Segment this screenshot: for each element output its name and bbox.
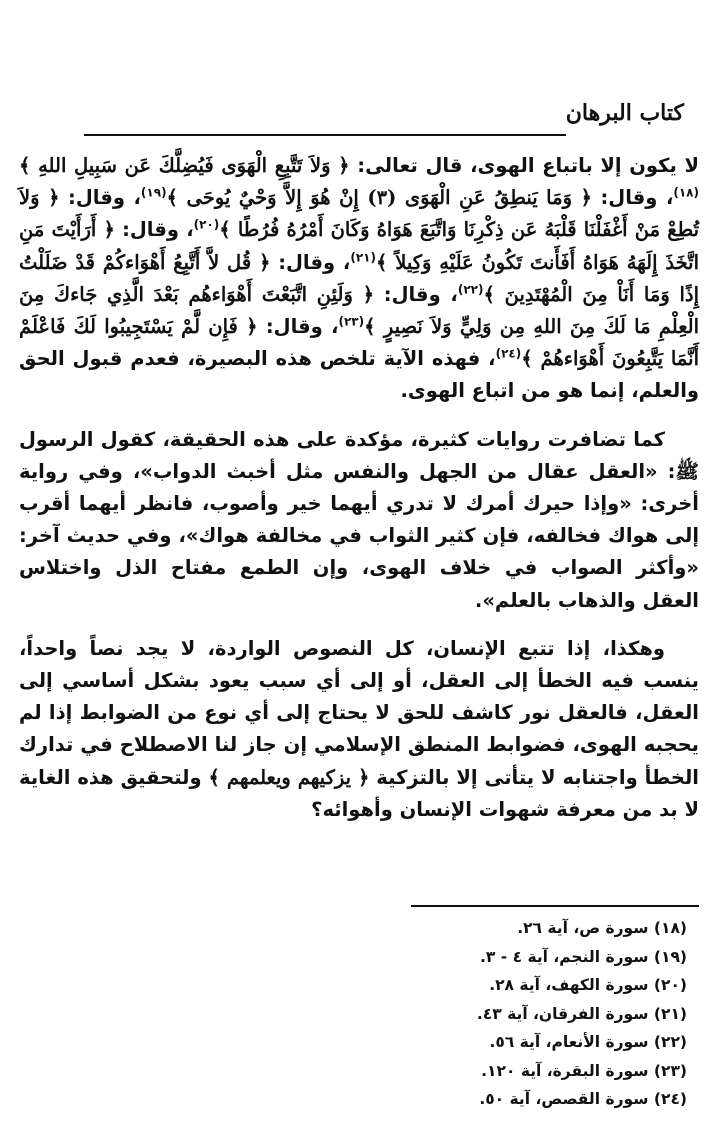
footnote-separator bbox=[411, 905, 699, 907]
text-segment: ، وقال: bbox=[270, 250, 351, 274]
footnotes bbox=[267, 914, 687, 1114]
quran-verse: ﴿ أَرَأَيْتَ مَنِ اتَّخَذَ إِلَهَهُ هَوَاهُ أَفَأَنتَ تَكُونُ عَلَيْهِ وَكِيلاً ﴾ bbox=[19, 218, 699, 274]
footnote-reference: (١٩) bbox=[140, 185, 167, 200]
footnote-item: (١٨) سورة ص، آية ٢٦. bbox=[517, 919, 687, 937]
quran-verse: ﴿ وَلاَ تُطِعْ مَنْ أَغْفَلْنَا قَلْبَهُ عَن ذِكْرِنَا وَاتَّبَعَ هَوَاهُ وَكَانَ أَمْرُهُ فُرُطًا ﴾ bbox=[19, 186, 699, 242]
footnote-reference: (٢١) bbox=[350, 250, 376, 265]
footnote-item: (٢٣) سورة البقرة، آية ١٢٠. bbox=[481, 1061, 687, 1080]
footnote-reference: (٢٣) bbox=[338, 314, 365, 329]
quran-verse: ﴿ وَلَئِنِ اتَّبَعْتَ أَهْوَاءهُم بَعْدَ الَّذِي جَاءكَ مِنَ الْعِلْمِ مَا لَكَ مِنَ اللهِ مِن وَلِيٍّ وَلاَ نَصِيرٍ ﴾ bbox=[19, 282, 700, 339]
text-segment: وهكذا، إذا تتبع الإنسان، كل النصوص الواردة، لا يجد نصاً واحداً، ينسب فيه الخطأ إلى العقل، أو إلى أي سبب يعود بشكل أساسي إلى العقل، فالعقل نور كاشف للحق لا يحتاج إلى أي نوع من الضوابط إذا لم يحجبه الهوى، فضوابط المنطق الإسلامي إن جاز لنا الاصطلاح في تدارك الخطأ واجتنابه لا يتأتى إلا بالتزكية bbox=[19, 636, 699, 789]
text-segment: ، وقال: bbox=[59, 186, 141, 210]
text-segment: ، وقال: bbox=[114, 218, 194, 242]
text-segment: لا يكون إلا باتباع الهوى، قال تعالى: bbox=[349, 154, 699, 177]
footnote-item: (١٩) سورة النجم، آية ٤ - ٣. bbox=[480, 947, 687, 966]
footnote-reference: (٢٤) bbox=[495, 346, 522, 361]
quran-verse: ﴿ وَمَا يَنطِقُ عَنِ الْهَوَى (٣) إِنْ هُوَ إِلاَّ وَحْيٌ يُوحَى ﴾ bbox=[166, 186, 592, 210]
book-title: كتاب البرهان bbox=[565, 100, 684, 126]
text-segment: ، وقال: bbox=[591, 186, 674, 210]
text-segment: ، فهذه الآية تلخص هذه البصيرة، فعدم قبول الحق والعلم، إنما هو من اتباع الهوى. bbox=[19, 347, 699, 403]
text-segment: ولتحقيق هذه الغاية لا بد من معرفة شهوات الإنسان وأهوائه؟ bbox=[19, 765, 699, 821]
paragraph bbox=[19, 424, 699, 617]
quran-verse: ﴿ قُل لاَّ أَتَّبِعُ أَهْوَاءكُمْ قَدْ ضَلَلْتُ إِذًا وَمَا أَنَاْ مِنَ الْمُهْتَدِينَ ﴾ bbox=[19, 250, 699, 306]
paragraph bbox=[19, 633, 699, 826]
footnote-reference: (٢٢) bbox=[457, 282, 484, 297]
quran-verse: ﴿ وَلاَ تَتَّبِعِ الْهَوَى فَيُضِلَّكَ عَن سَبِيلِ اللهِ ﴾ bbox=[19, 154, 350, 177]
page-header bbox=[84, 92, 684, 152]
quran-verse: ﴿ فَإِن لَّمْ يَسْتَجِيبُوا لَكَ فَاعْلَمْ أَنَّمَا يَتَّبِعُونَ أَهْوَاءهُمْ ﴾ bbox=[19, 315, 699, 371]
header-rule bbox=[84, 134, 566, 136]
footnote-item: (٢٢) سورة الأنعام، آية ٥٦. bbox=[489, 1033, 687, 1051]
text-segment: كما تضافرت روايات كثيرة، مؤكدة على هذه الحقيقة، كقول الرسول ﷺ: «العقل عقال من الجهل والنفس مثل أخبث الدواب»، وفي رواية أخرى: «وإذا حيرك أمرك لا تدري أيهما خير وأصوب، فانظر أيهما أقرب إلى هواك فخالفه، فإن كثير الثواب في مخالفة هواك»، وفي حديث آخر: «وأكثر الصواب في خلاف الهوى، وإن الطمع مفتاح الذل واختلاس العقل والذهاب بالعلم». bbox=[19, 427, 699, 612]
main-text bbox=[19, 150, 699, 826]
footnote-item: (٢١) سورة الفرقان، آية ٤٣. bbox=[476, 1004, 687, 1023]
quran-verse: ﴿ يزكيهم ويعلمهم ﴾ bbox=[208, 765, 370, 789]
text-segment: ، وقال: bbox=[257, 315, 339, 339]
text-segment: ، وقال: bbox=[374, 282, 458, 306]
paragraph bbox=[19, 150, 699, 408]
footnote-item: (٢٠) سورة الكهف، آية ٢٨. bbox=[489, 976, 687, 994]
footnote-reference: (١٨) bbox=[673, 185, 699, 200]
footnote-item: (٢٤) سورة القصص، آية ٥٠. bbox=[479, 1090, 687, 1108]
footnote-reference: (٢٠) bbox=[193, 217, 220, 232]
